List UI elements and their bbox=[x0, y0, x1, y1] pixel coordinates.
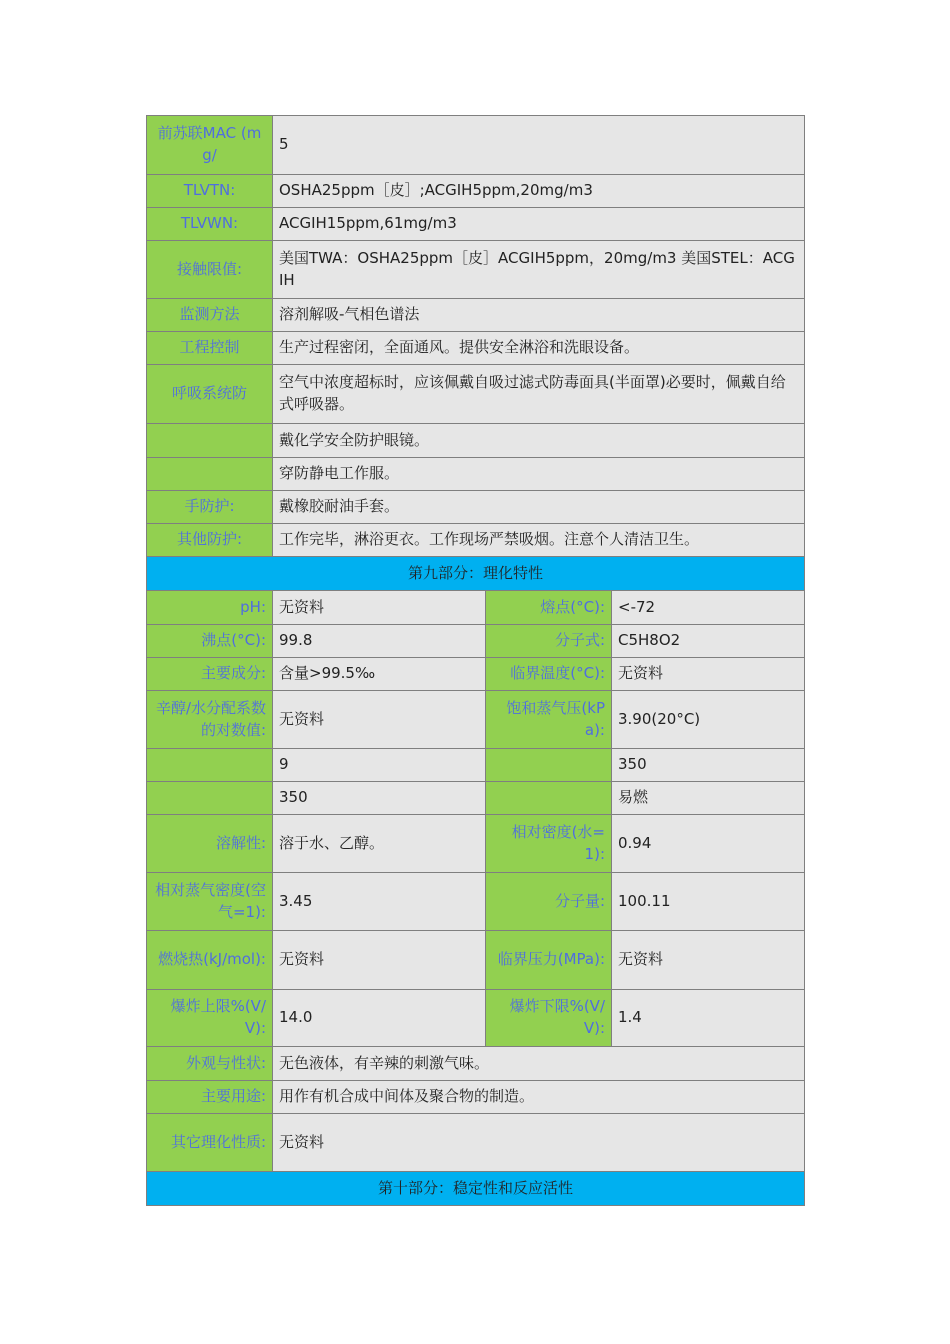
prop-label: 主要成分: bbox=[147, 658, 273, 691]
prop-label: 其它理化性质: bbox=[147, 1114, 273, 1172]
section-9-header: 第九部分：理化特性 bbox=[147, 557, 805, 591]
row-label: 接触限值: bbox=[147, 241, 273, 299]
row-value: 5 bbox=[273, 116, 805, 175]
prop-value: 3.90(20°C) bbox=[612, 691, 805, 749]
prop-value: 9 bbox=[273, 749, 486, 782]
row-value: 工作完毕，淋浴更衣。工作现场严禁吸烟。注意个人清洁卫生。 bbox=[273, 524, 805, 557]
prop-value: 1.4 bbox=[612, 990, 805, 1047]
prop-label: 沸点(°C): bbox=[147, 625, 273, 658]
prop-value: 14.0 bbox=[273, 990, 486, 1047]
row-value: 穿防静电工作服。 bbox=[273, 458, 805, 491]
prop-label: 相对密度(水=1): bbox=[486, 815, 612, 873]
prop-label: 相对蒸气密度(空气=1): bbox=[147, 873, 273, 931]
row-value: 溶剂解吸-气相色谱法 bbox=[273, 299, 805, 332]
prop-label bbox=[147, 749, 273, 782]
row-value: 空气中浓度超标时，应该佩戴自吸过滤式防毒面具(半面罩)必要时，佩戴自给式呼吸器。 bbox=[273, 365, 805, 424]
prop-value: 无资料 bbox=[612, 658, 805, 691]
prop-label: 临界压力(MPa): bbox=[486, 931, 612, 990]
row-value: 生产过程密闭，全面通风。提供安全淋浴和洗眼设备。 bbox=[273, 332, 805, 365]
prop-label: 爆炸上限%(V/V): bbox=[147, 990, 273, 1047]
prop-value: 易燃 bbox=[612, 782, 805, 815]
row-label: 其他防护: bbox=[147, 524, 273, 557]
prop-label: 临界温度(°C): bbox=[486, 658, 612, 691]
row-label: 呼吸系统防 bbox=[147, 365, 273, 424]
prop-value: <-72 bbox=[612, 591, 805, 625]
prop-label bbox=[486, 749, 612, 782]
row-value: 美国TWA：OSHA25ppm［皮］ACGIH5ppm，20mg/m3 美国STEL：ACGIH bbox=[273, 241, 805, 299]
prop-label: 熔点(°C): bbox=[486, 591, 612, 625]
prop-value: 无资料 bbox=[273, 931, 486, 990]
prop-value: 无色液体，有辛辣的刺激气味。 bbox=[273, 1047, 805, 1081]
prop-value: 99.8 bbox=[273, 625, 486, 658]
prop-label: 主要用途: bbox=[147, 1081, 273, 1114]
prop-label: 分子式: bbox=[486, 625, 612, 658]
row-value: OSHA25ppm［皮］;ACGIH5ppm,20mg/m3 bbox=[273, 175, 805, 208]
msds-table bbox=[146, 115, 805, 1206]
prop-label: 辛醇/水分配系数的对数值: bbox=[147, 691, 273, 749]
row-label: 手防护: bbox=[147, 491, 273, 524]
prop-value: 含量>99.5‰ bbox=[273, 658, 486, 691]
row-label: 监测方法 bbox=[147, 299, 273, 332]
prop-value: 100.11 bbox=[612, 873, 805, 931]
prop-value: 无资料 bbox=[612, 931, 805, 990]
prop-value: 无资料 bbox=[273, 1114, 805, 1172]
row-label: 前苏联MAC (mg/ bbox=[147, 116, 273, 175]
prop-label: pH: bbox=[147, 591, 273, 625]
prop-label: 燃烧热(kJ/mol): bbox=[147, 931, 273, 990]
prop-value: 无资料 bbox=[273, 691, 486, 749]
section-10-header: 第十部分：稳定性和反应活性 bbox=[147, 1172, 805, 1206]
row-label: TLVWN: bbox=[147, 208, 273, 241]
row-label: TLVTN: bbox=[147, 175, 273, 208]
prop-value: 溶于水、乙醇。 bbox=[273, 815, 486, 873]
row-value: 戴化学安全防护眼镜。 bbox=[273, 424, 805, 458]
row-label bbox=[147, 458, 273, 491]
row-label bbox=[147, 424, 273, 458]
prop-value: 3.45 bbox=[273, 873, 486, 931]
prop-value: 350 bbox=[612, 749, 805, 782]
prop-label bbox=[486, 782, 612, 815]
prop-value: 0.94 bbox=[612, 815, 805, 873]
prop-label: 饱和蒸气压(kPa): bbox=[486, 691, 612, 749]
prop-value: 无资料 bbox=[273, 591, 486, 625]
row-value: 戴橡胶耐油手套。 bbox=[273, 491, 805, 524]
prop-label: 爆炸下限%(V/V): bbox=[486, 990, 612, 1047]
prop-label: 溶解性: bbox=[147, 815, 273, 873]
prop-value: 350 bbox=[273, 782, 486, 815]
row-value: ACGIH15ppm,61mg/m3 bbox=[273, 208, 805, 241]
prop-label: 外观与性状: bbox=[147, 1047, 273, 1081]
row-label: 工程控制 bbox=[147, 332, 273, 365]
prop-value: 用作有机合成中间体及聚合物的制造。 bbox=[273, 1081, 805, 1114]
prop-label: 分子量: bbox=[486, 873, 612, 931]
prop-value: C5H8O2 bbox=[612, 625, 805, 658]
prop-label bbox=[147, 782, 273, 815]
